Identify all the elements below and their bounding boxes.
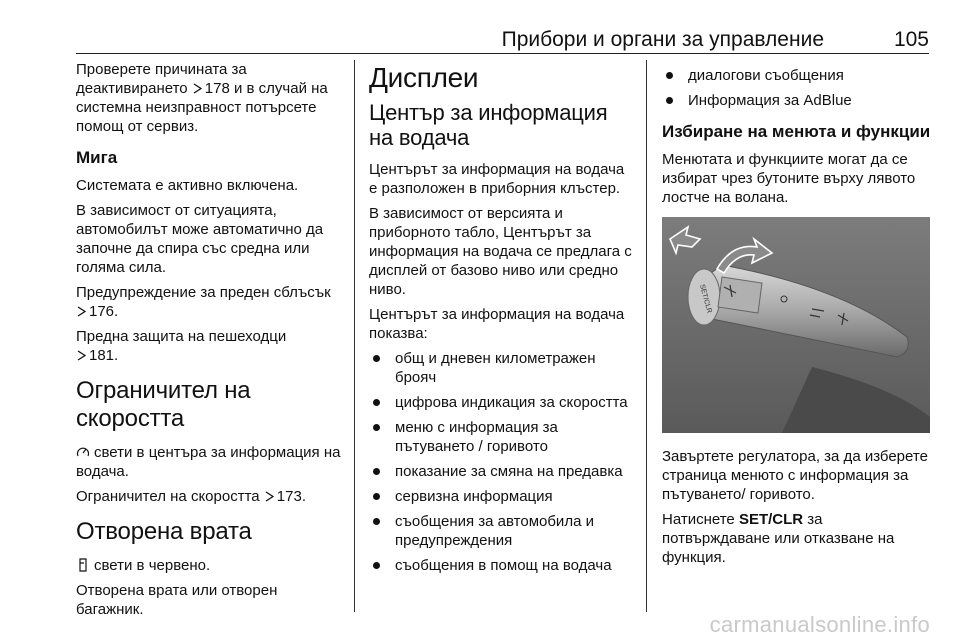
column-middle xyxy=(369,60,633,581)
watermark: carmanualsonline.info xyxy=(709,612,930,637)
paragraph: свети в центъра за информация на водача. xyxy=(76,444,341,480)
paragraph: Натиснете SET/CLR за потвърждаване или отказване на функция. xyxy=(662,511,895,566)
open-door-icon xyxy=(76,558,90,572)
section-heading: Център за информация на водача xyxy=(369,100,608,150)
speed-limiter-icon xyxy=(76,445,90,459)
list-item: общ и дневен километражен брояч xyxy=(369,349,633,387)
page-reference-icon xyxy=(265,491,274,502)
paragraph: Системата е активно включена. xyxy=(76,177,299,194)
paragraph: Ограничител на скоростта 173. xyxy=(76,488,306,505)
paragraph: Предна защита на пешеходци 181. xyxy=(76,328,287,364)
paragraph: Предупреждение за преден сблъсък 176. xyxy=(76,284,331,320)
header-rule xyxy=(76,53,929,54)
paragraph: Центърът за информация на водача е разположен в приборния клъстер. xyxy=(369,161,625,197)
page-reference-icon xyxy=(77,350,86,361)
paragraph: свети в червено. xyxy=(76,556,346,575)
list-item: диалогови съобщения xyxy=(662,66,932,85)
paragraph: Менютата и функциите могат да се избират чрез бутоните върху лявото лостче на волана. xyxy=(662,151,916,206)
column-divider xyxy=(354,60,355,612)
column-right xyxy=(662,60,932,573)
section-heading: Отворена врата xyxy=(76,518,252,545)
button-name: SET/CLR xyxy=(738,511,804,528)
bullet-list xyxy=(369,349,633,575)
paragraph: В зависимост от версията и приборното табло, Центърът за информация на водача се предлага с дисплей от базово ниво или средно ниво. xyxy=(369,205,632,298)
page-reference-icon xyxy=(193,83,202,94)
list-item: съобщения за автомобила и предупреждения xyxy=(369,512,633,550)
page-header xyxy=(76,16,929,54)
chapter-heading: Дисплеи xyxy=(369,62,479,93)
list-item: съобщения в помощ на водача xyxy=(369,556,633,575)
page-title: Прибори и органи за управление xyxy=(501,28,824,51)
section-heading: Избиране на менюта и функции xyxy=(662,122,931,141)
list-item: Информация за AdBlue xyxy=(662,91,932,110)
figure-label: SET/CLR xyxy=(698,283,713,315)
list-item: сервизна информация xyxy=(369,487,633,506)
page-reference-icon xyxy=(77,306,86,317)
list-item: показание за смяна на предавка xyxy=(369,462,633,481)
steering-stalk-illustration xyxy=(662,217,930,433)
list-item: цифрова индикация за скоростта xyxy=(369,393,633,412)
section-heading: Ограничител на скоростта xyxy=(76,377,251,432)
paragraph: Проверете причината за деактивирането 178 и в случай на системна неизправност потърсете помощ от сервиз. xyxy=(76,61,328,135)
bullet-list xyxy=(662,66,932,110)
paragraph: Отворена врата или отворен багажник. xyxy=(76,582,278,618)
list-item: меню с информация за пътуването / горивото xyxy=(369,418,633,456)
page-number: 105 xyxy=(893,28,929,51)
paragraph: Центърът за информация на водача показва: xyxy=(369,306,625,342)
column-left xyxy=(76,60,346,625)
column-divider xyxy=(646,60,647,612)
section-heading: Мига xyxy=(76,148,118,167)
paragraph: В зависимост от ситуацията, автомобилът може автоматично да започне да спира със средна или голяма сила. xyxy=(76,202,324,276)
paragraph: Завъртете регулатора, за да изберете страница менюто с информация за пътуването/ горивото. xyxy=(662,448,928,503)
